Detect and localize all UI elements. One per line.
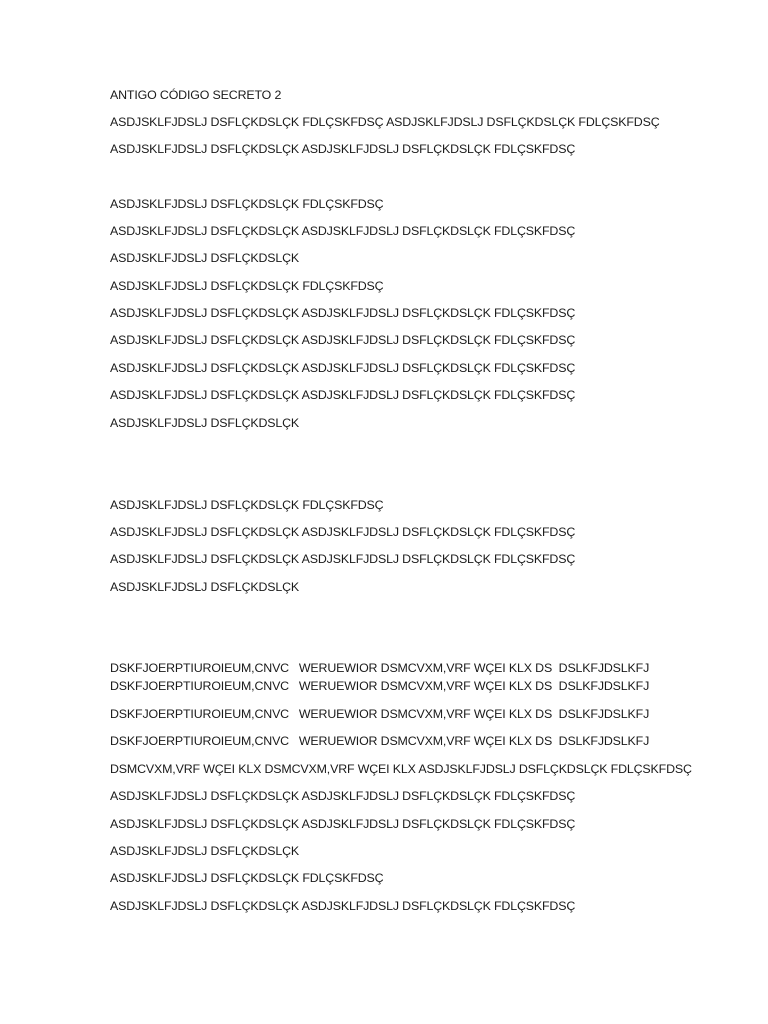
- text-line: ASDJSKLFJDSLJ DSFLÇKDSLÇK ASDJSKLFJDSLJ DSFLÇKDSLÇK FDLÇSKFDSÇ: [110, 361, 576, 375]
- text-line: ASDJSKLFJDSLJ DSFLÇKDSLÇK ASDJSKLFJDSLJ DSFLÇKDSLÇK FDLÇSKFDSÇ: [110, 333, 576, 347]
- text-line: DSKFJOERPTIUROIEUM,CNVC WERUEWIOR DSMCVXM,VRF WÇEI KLX DS DSLKFJDSLKFJ: [110, 679, 650, 693]
- text-line: ASDJSKLFJDSLJ DSFLÇKDSLÇK ASDJSKLFJDSLJ DSFLÇKDSLÇK FDLÇSKFDSÇ: [110, 899, 576, 913]
- text-line: ASDJSKLFJDSLJ DSFLÇKDSLÇK: [110, 844, 300, 858]
- text-line: ASDJSKLFJDSLJ DSFLÇKDSLÇK ASDJSKLFJDSLJ DSFLÇKDSLÇK FDLÇSKFDSÇ: [110, 142, 576, 156]
- text-line: ASDJSKLFJDSLJ DSFLÇKDSLÇK FDLÇSKFDSÇ: [110, 871, 384, 885]
- text-line: ASDJSKLFJDSLJ DSFLÇKDSLÇK: [110, 251, 300, 265]
- text-line: ASDJSKLFJDSLJ DSFLÇKDSLÇK ASDJSKLFJDSLJ DSFLÇKDSLÇK FDLÇSKFDSÇ: [110, 789, 576, 803]
- text-line: ASDJSKLFJDSLJ DSFLÇKDSLÇK ASDJSKLFJDSLJ DSFLÇKDSLÇK FDLÇSKFDSÇ: [110, 306, 576, 320]
- text-line: DSMCVXM,VRF WÇEI KLX DSMCVXM,VRF WÇEI KLX ASDJSKLFJDSLJ DSFLÇKDSLÇK FDLÇSKFDSÇ: [110, 762, 692, 776]
- text-line: ASDJSKLFJDSLJ DSFLÇKDSLÇK FDLÇSKFDSÇ: [110, 498, 384, 512]
- text-line: ASDJSKLFJDSLJ DSFLÇKDSLÇK ASDJSKLFJDSLJ DSFLÇKDSLÇK FDLÇSKFDSÇ: [110, 525, 576, 539]
- text-line: ASDJSKLFJDSLJ DSFLÇKDSLÇK FDLÇSKFDSÇ: [110, 197, 384, 211]
- text-line: ASDJSKLFJDSLJ DSFLÇKDSLÇK: [110, 416, 300, 430]
- document-title: ANTIGO CÓDIGO SECRETO 2: [110, 88, 282, 102]
- text-line: ASDJSKLFJDSLJ DSFLÇKDSLÇK ASDJSKLFJDSLJ DSFLÇKDSLÇK FDLÇSKFDSÇ: [110, 224, 576, 238]
- text-line: DSKFJOERPTIUROIEUM,CNVC WERUEWIOR DSMCVXM,VRF WÇEI KLX DS DSLKFJDSLKFJ: [110, 661, 650, 675]
- text-line: DSKFJOERPTIUROIEUM,CNVC WERUEWIOR DSMCVXM,VRF WÇEI KLX DS DSLKFJDSLKFJ: [110, 734, 650, 748]
- text-line: ASDJSKLFJDSLJ DSFLÇKDSLÇK ASDJSKLFJDSLJ DSFLÇKDSLÇK FDLÇSKFDSÇ: [110, 388, 576, 402]
- text-line: DSKFJOERPTIUROIEUM,CNVC WERUEWIOR DSMCVXM,VRF WÇEI KLX DS DSLKFJDSLKFJ: [110, 707, 650, 721]
- text-line: ASDJSKLFJDSLJ DSFLÇKDSLÇK FDLÇSKFDSÇ ASDJSKLFJDSLJ DSFLÇKDSLÇK FDLÇSKFDSÇ: [110, 115, 660, 129]
- text-line: ASDJSKLFJDSLJ DSFLÇKDSLÇK ASDJSKLFJDSLJ DSFLÇKDSLÇK FDLÇSKFDSÇ: [110, 552, 576, 566]
- text-line: ASDJSKLFJDSLJ DSFLÇKDSLÇK ASDJSKLFJDSLJ DSFLÇKDSLÇK FDLÇSKFDSÇ: [110, 817, 576, 831]
- text-line: ASDJSKLFJDSLJ DSFLÇKDSLÇK: [110, 580, 300, 594]
- text-line: ASDJSKLFJDSLJ DSFLÇKDSLÇK FDLÇSKFDSÇ: [110, 279, 384, 293]
